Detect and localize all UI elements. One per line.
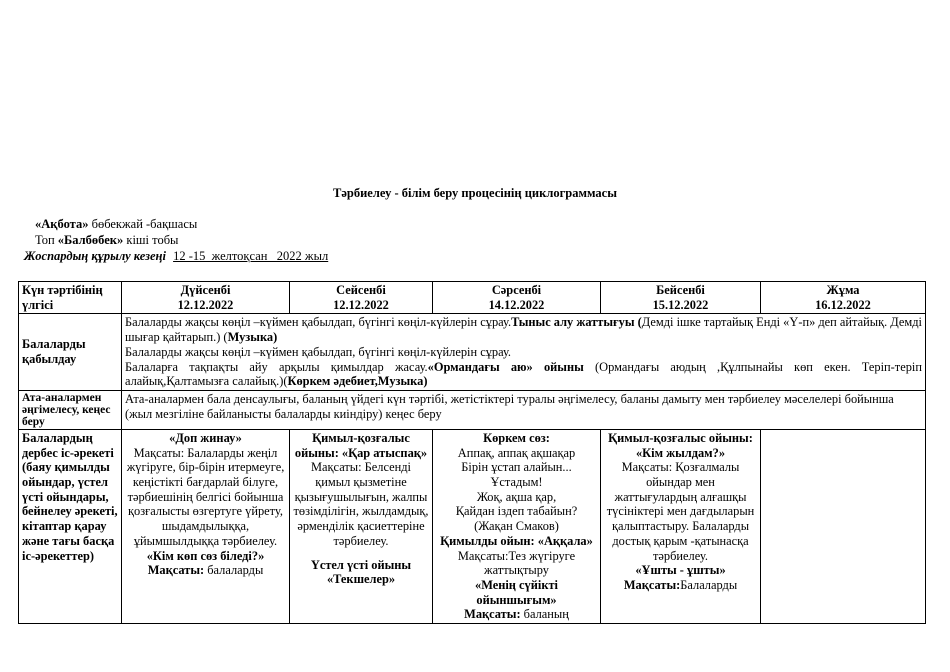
activity-label: Балалардың дербес іс-әрекеті (баяу қимылды ойындар, үстел үсті ойындары, бейнелеу әрекеті, кітаптар қарау және тағы басқа іс-әрекеттер) [19, 429, 122, 623]
day-header-tuesday: Сейсенбі 12.12.2022 [290, 282, 433, 314]
reception-row [19, 314, 926, 391]
activity-wednesday: Көркем сөз: Аппақ, аппақ ақшақар Бірін ұстап алайын... Ұстадым! Жоқ, ақша қар, Қайдан іздеп табайын? (Жақан Смаков) Қимылды ойын: «Аққала» Мақсаты:Тез жүгіруге жаттықтыру «Менің сүйікті ойыншығым» Мақсаты: баланың [433, 429, 601, 623]
schedule-column-header: Күн тәртібінің үлгісі [19, 282, 122, 314]
group-prefix: Топ [35, 233, 58, 247]
parents-content: Ата-аналармен бала денсаулығы, баланың үйдегі күн тәртібі, жетістіктері туралы әңгімелесу, баланы дамыту мен тәрбиелеу мәселелері бойынша (жыл мезгіліне байланысты балаларды киіндіру) кеңес беру [122, 390, 926, 429]
day-header-friday: Жұма 16.12.2022 [761, 282, 926, 314]
activity-friday [761, 429, 926, 623]
period-line [24, 249, 328, 264]
period-value: 12 -15 желтоқсан 2022 жыл [173, 249, 329, 263]
schedule-table [18, 281, 926, 624]
reception-content: Балаларды жақсы көңіл –күймен қабылдап, бүгінгі көңіл-күйлерін сұрау.Тыныс алу жаттығуы (Демді ішке тартайық Енді «Ү-п» деп айтайық. Демді шығар қайтарып.) (Музыка) Балаларды жақсы көңіл –күймен қабылдап, бүгінгі көңіл-күйлерін сұрау. Балаларға тақпақты айу арқылы қимылдар жасау.«Ормандағы аю» ойыны (Ормандағы аюдың ,Құлпынайы көп екен. Теріп-теріп алайық,Қалтамызға салайық.)(Көркем әдебиет,Музыка) [122, 314, 926, 391]
day-header-monday: Дүйсенбі 12.12.2022 [122, 282, 290, 314]
group-suffix: кіші тобы [123, 233, 179, 247]
kindergarten-suffix: бөбекжай -бақшасы [88, 217, 198, 231]
kindergarten-name: «Ақбота» [35, 217, 89, 231]
activity-monday: «Доп жинау» Мақсаты: Балаларды жеңіл жүгіруге, бір-бірін итермеуге, кеңістікті бағдарлай білуге, тәрбиешінің белгісі бойынша қозғалысты өзгертуге үйрету, шыдамдылыққа, ұйымшылдыққа тәрбиелеу. «Кім көп сөз біледі?» Мақсаты: балаларды [122, 429, 290, 623]
activity-tuesday: Қимыл-қозғалыс ойыны: «Қар атыспақ» Мақсаты: Белсенді қимыл қызметіне қызығушылығын, жалпы төзімділігін, жылдамдық, әрмендiлiк қасиеттеріне тәрбиелеу. Үстел үсті ойыны «Текшелер» [290, 429, 433, 623]
kindergarten-line [35, 217, 197, 232]
group-line [35, 233, 178, 248]
parents-label: Ата-аналармен әңгімелесу, кеңес беру [19, 390, 122, 429]
day-header-thursday: Бейсенбі 15.12.2022 [601, 282, 761, 314]
reception-label: Балаларды қабылдау [19, 314, 122, 391]
activity-thursday: Қимыл-қозғалыс ойыны: «Кім жылдам?» Мақсаты: Қозғалмалы ойындар мен жаттығулардың алғашқы түсініктері мен дағдыларын қалыптастыру. Балаларды достық қарым -қатынасқа тәрбиелеу. «Ұшты - ұшты» Мақсаты:Балаларды [601, 429, 761, 623]
group-name: «Балбөбек» [57, 233, 124, 247]
activity-row [19, 429, 926, 623]
period-label: Жоспардың құрылу кезеңі [24, 249, 166, 263]
table-header-row [19, 282, 926, 314]
parents-row [19, 390, 926, 429]
day-header-wednesday: Сәрсенбі 14.12.2022 [433, 282, 601, 314]
document-title: Тәрбиелеу - білім беру процесінің циклограммасы [333, 186, 617, 200]
